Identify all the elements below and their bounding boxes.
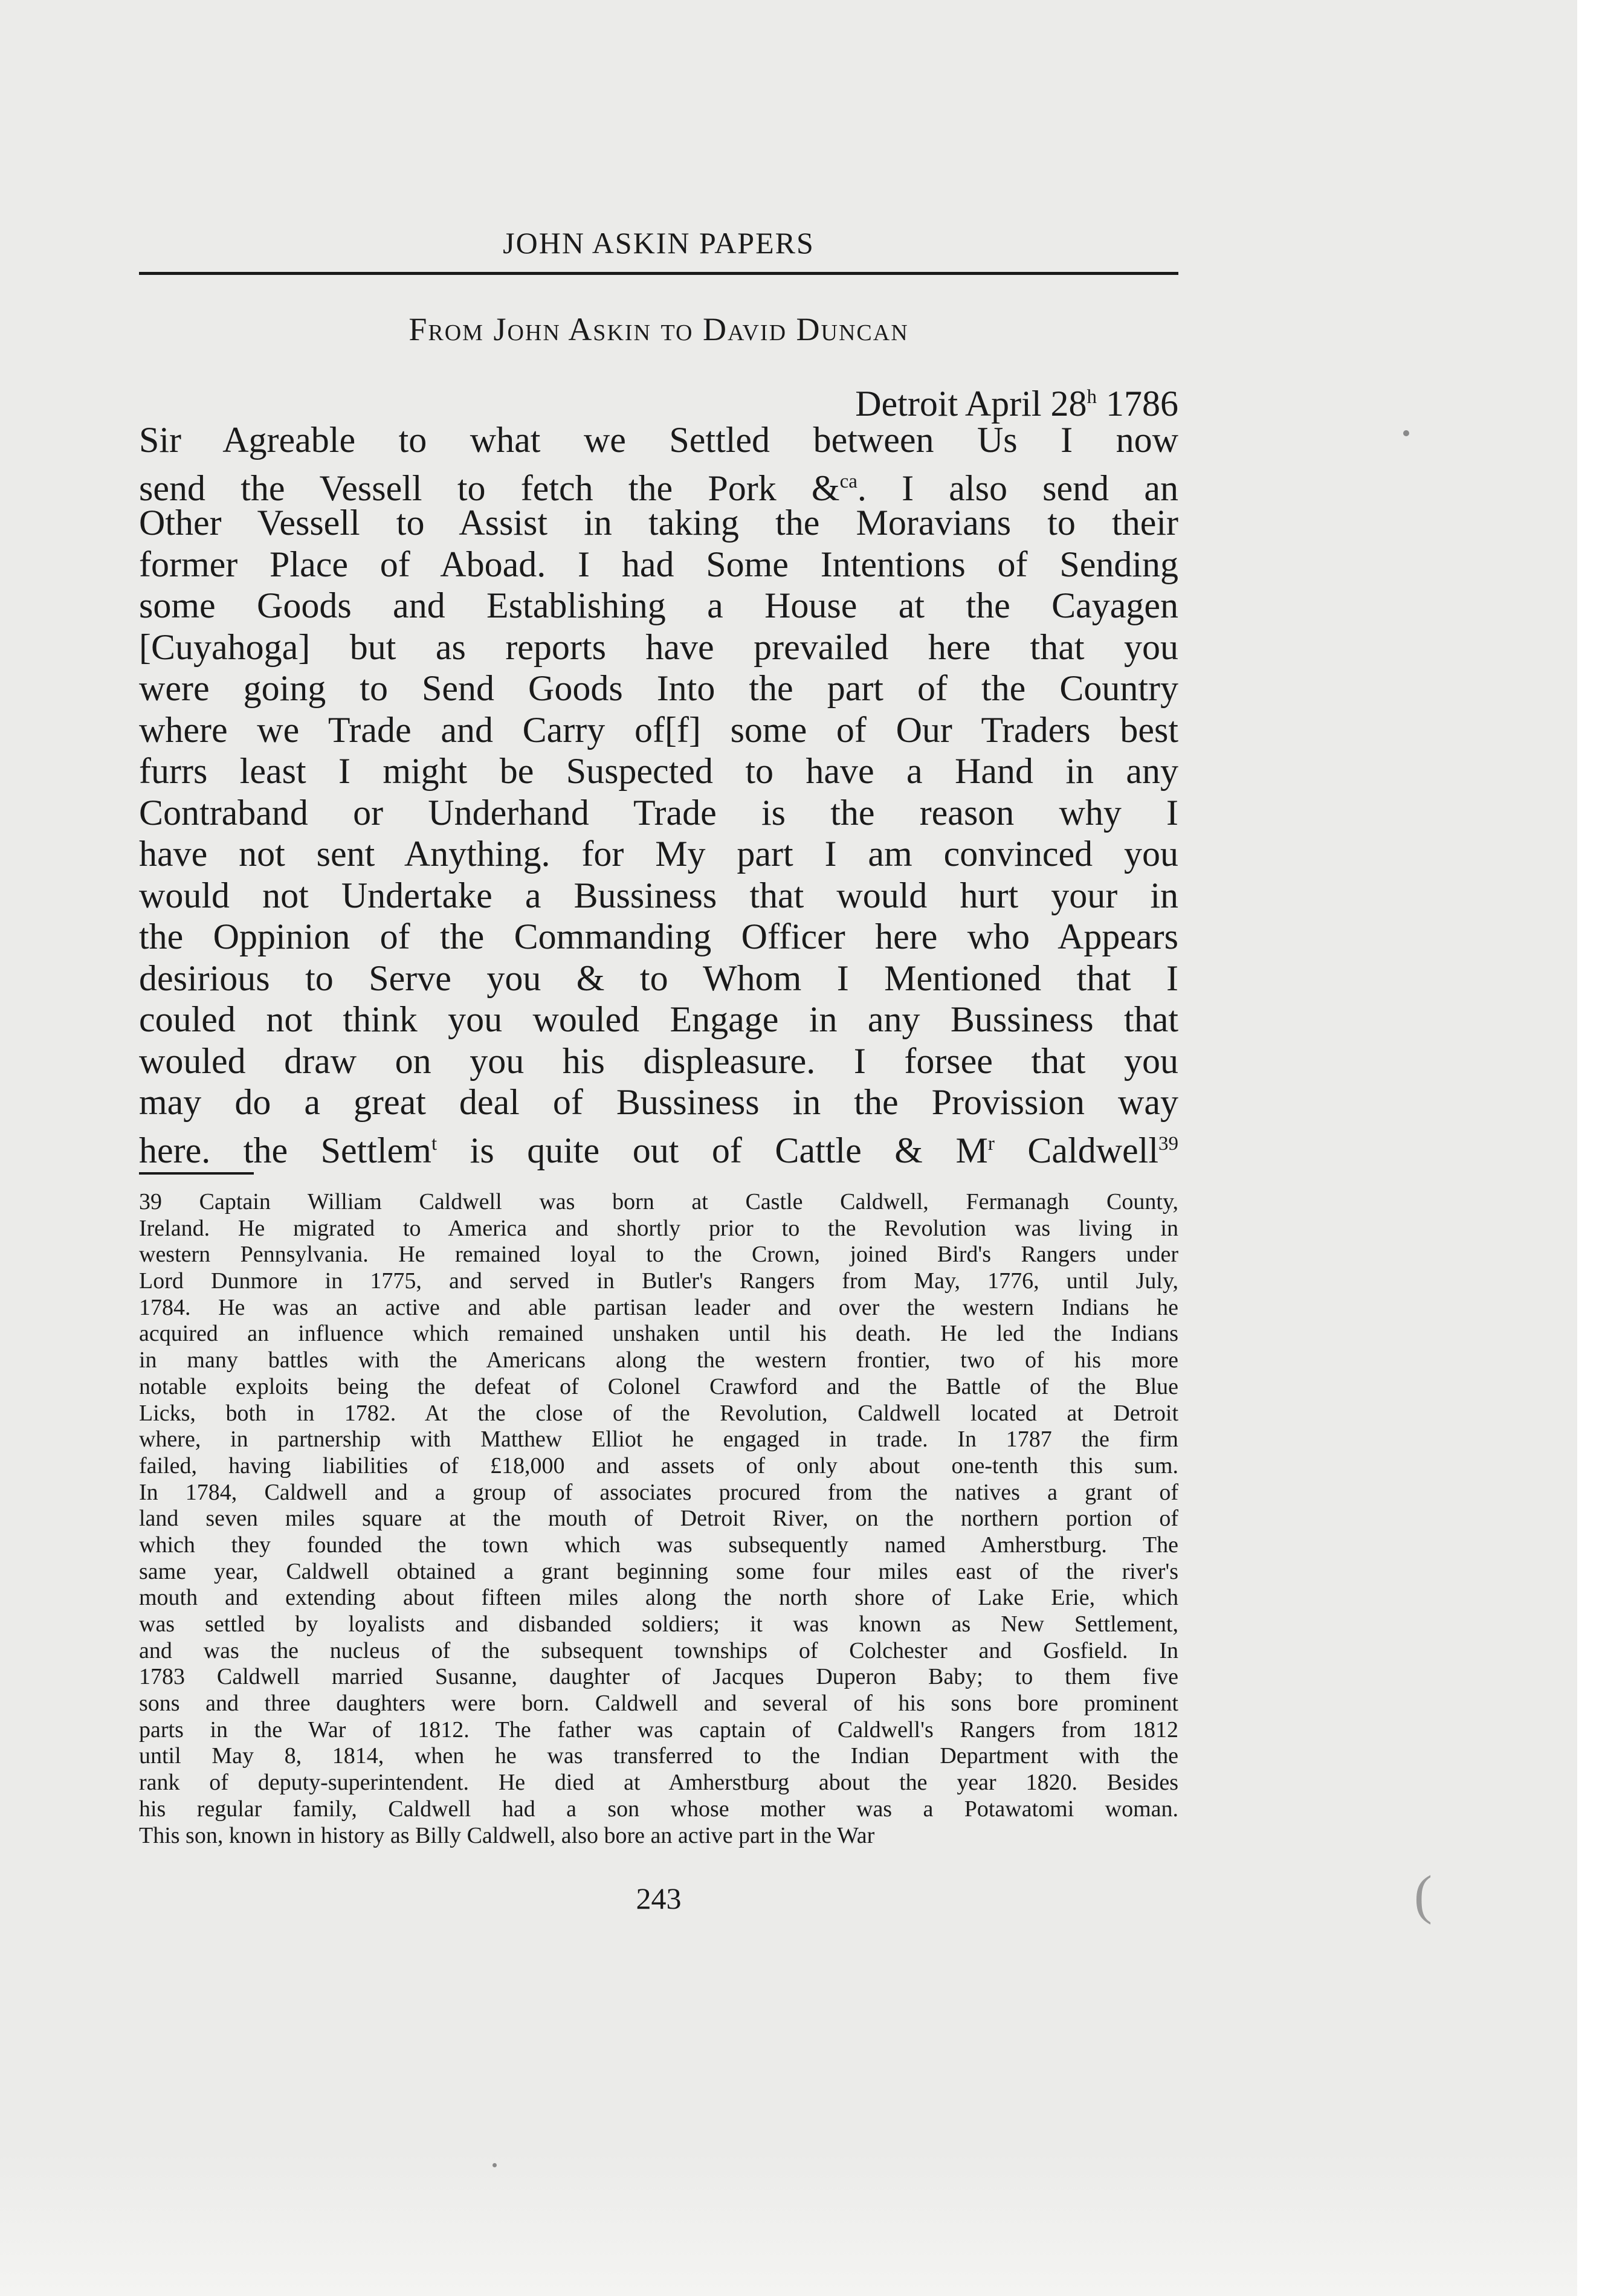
body-line: would not Undertake a Bussiness that would hurt your in bbox=[139, 875, 1178, 915]
footnote-line: failed, having liabilities of £18,000 and assets of only about one-tenth this sum. bbox=[139, 1453, 1178, 1479]
footnote-line: land seven miles square at the mouth of Detroit River, on the northern portion of bbox=[139, 1506, 1178, 1532]
footnote-line: Lord Dunmore in 1775, and served in Butler's Rangers from May, 1776, until July, bbox=[139, 1268, 1178, 1294]
paper-speck bbox=[1403, 430, 1409, 436]
footnote-line: was settled by loyalists and disbanded soldiers; it was known as New Settlement, bbox=[139, 1611, 1178, 1637]
body-line: some Goods and Establishing a House at the Cayagen bbox=[139, 585, 1178, 625]
footnote-line: his regular family, Caldwell had a son whose mother was a Potawatomi woman. bbox=[139, 1796, 1178, 1822]
body-line: Contraband or Underhand Trade is the reason why I bbox=[139, 792, 1178, 833]
footnote-line: rank of deputy-superintendent. He died at Amherstburg about the year 1820. Besides bbox=[139, 1770, 1178, 1796]
body-line: the Oppinion of the Commanding Officer here who Appears bbox=[139, 917, 1178, 956]
body-line: here. the Settlem$^t$ is quite out of Cattle & $M^r$ Caldwell$^{39}$ bbox=[139, 1130, 1179, 1170]
footnote-line: 1784. He was an active and able partisan leader and over the western Indians he bbox=[139, 1294, 1178, 1320]
letter-body bbox=[139, 419, 1179, 1170]
body-line: have not sent Anything. for My part I am convinced you bbox=[139, 834, 1178, 874]
footnote-line: same year, Caldwell obtained a grant beginning some four miles east of the river's bbox=[139, 1558, 1178, 1584]
body-line: where we Trade and Carry of[f] some of Our Traders best bbox=[139, 709, 1178, 750]
footnote-rule bbox=[139, 1172, 254, 1175]
footnote-line: In 1784, Caldwell and a group of associates procured from the natives a grant of bbox=[139, 1479, 1178, 1505]
body-line: may do a great deal of Bussiness in the Provission way bbox=[139, 1082, 1178, 1122]
footnote-line: 39 Captain William Caldwell was born at Castle Caldwell, Fermanagh County, bbox=[139, 1189, 1178, 1214]
footnote-line: which they founded the town which was subsequently named Amherstburg. The bbox=[139, 1532, 1178, 1558]
body-line: couled not think you wouled Engage in any Bussiness that bbox=[139, 999, 1178, 1039]
body-line: send the Vessell to fetch the Pork &$^{ca}$. I also send an bbox=[139, 468, 1178, 508]
paper-speck bbox=[492, 2163, 497, 2167]
page-edge bbox=[1577, 0, 1605, 2296]
running-head-rule bbox=[139, 272, 1178, 275]
body-line: desirious to Serve you & to Whom I Mentioned that I bbox=[139, 958, 1178, 998]
dateline: Detroit April 28$^h$ 1786 bbox=[855, 384, 1178, 424]
footnote-39 bbox=[139, 1189, 1178, 1849]
letter-title: From John Askin to David Duncan bbox=[409, 311, 909, 347]
footnote-line: until May 8, 1814, when he was transferred to the Indian Department with the bbox=[139, 1743, 1178, 1769]
footnote-line: Licks, both in 1782. At the close of the Revolution, Caldwell located at Detroit bbox=[139, 1400, 1178, 1426]
footnote-line: and was the nucleus of the subsequent townships of Colchester and Gosfield. In bbox=[139, 1637, 1178, 1663]
body-line: former Place of Aboad. I had Some Intentions of Sending bbox=[139, 544, 1178, 584]
footnote-line: acquired an influence which remained unshaken until his death. He led the Indians bbox=[139, 1321, 1178, 1347]
footnote-line: sons and three daughters were born. Caldwell and several of his sons bore prominent bbox=[139, 1691, 1178, 1717]
footnote-line: where, in partnership with Matthew Elliot he engaged in trade. In 1787 the firm bbox=[139, 1427, 1178, 1453]
footnote-line: notable exploits being the defeat of Colonel Crawford and the Battle of the Blue bbox=[139, 1373, 1178, 1399]
footnote-line: This son, known in history as Billy Caldwell, also bore an active part in the War bbox=[139, 1822, 875, 1848]
running-head: JOHN ASKIN PAPERS bbox=[503, 226, 815, 260]
body-line: Other Vessell to Assist in taking the Moravians to their bbox=[139, 503, 1178, 543]
page-shading bbox=[0, 2151, 1577, 2296]
footnote-line: mouth and extending about fifteen miles along the north shore of Lake Erie, which bbox=[139, 1585, 1178, 1611]
body-line: were going to Send Goods Into the part of the Country bbox=[139, 668, 1178, 708]
body-line: [Cuyahoga] but as reports have prevailed here that you bbox=[139, 627, 1178, 667]
footnote-line: western Pennsylvania. He remained loyal to the Crown, joined Bird's Rangers under bbox=[139, 1242, 1178, 1268]
body-line: Sir Agreable to what we Settled between Us I now bbox=[139, 420, 1178, 460]
margin-mark: ( bbox=[1414, 1865, 1432, 1925]
footnote-line: 1783 Caldwell married Susanne, daughter of Jacques Duperon Baby; to them five bbox=[139, 1664, 1178, 1690]
body-line: furrs least I might be Suspected to have a Hand in any bbox=[139, 751, 1178, 791]
footnote-line: Ireland. He migrated to America and shortly prior to the Revolution was living in bbox=[139, 1215, 1178, 1241]
footnote-line: parts in the War of 1812. The father was captain of Caldwell's Rangers from 1812 bbox=[139, 1717, 1178, 1743]
footnote-line: in many battles with the Americans along the western frontier, two of his more bbox=[139, 1347, 1178, 1373]
body-line: wouled draw on you his displeasure. I forsee that you bbox=[139, 1040, 1178, 1081]
page-number: 243 bbox=[636, 1882, 682, 1915]
